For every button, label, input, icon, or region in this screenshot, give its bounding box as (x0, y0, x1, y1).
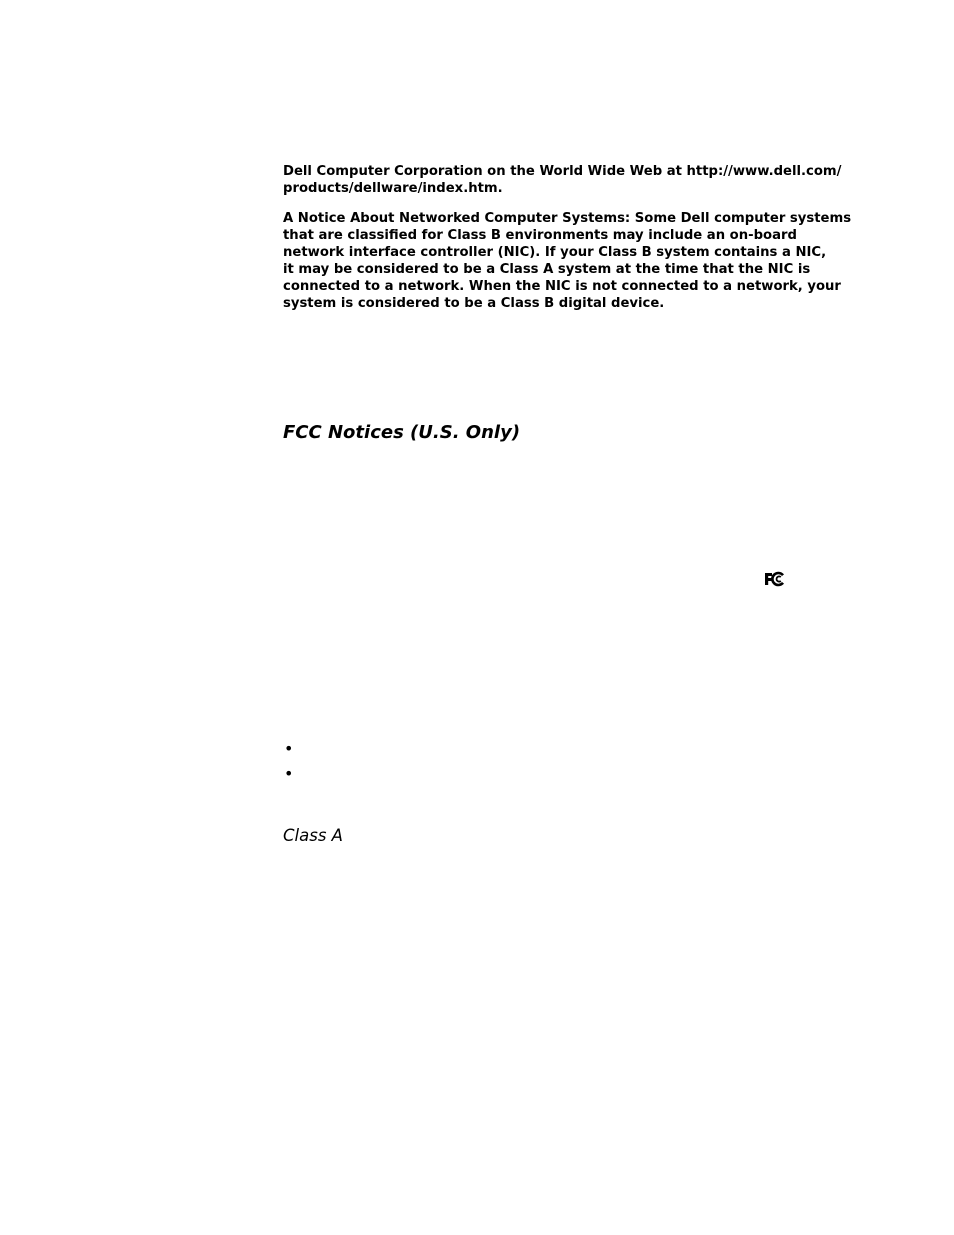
paragraph-line: system is considered to be a Class B digital device. (283, 296, 665, 311)
paragraph-line: it may be considered to be a Class A system at the time that the NIC is (283, 262, 811, 277)
section-heading: FCC Notices (U.S. Only) (283, 422, 521, 443)
class-a-subheading: Class A (283, 826, 343, 845)
paragraph-line: that are classified for Class B environments may include an on-board (283, 228, 797, 243)
paragraph-line: network interface controller (NIC). If your Class B system contains a NIC, (283, 245, 827, 260)
networked-systems-notice (283, 210, 852, 312)
list-bullet: • (284, 764, 294, 783)
list-bullet: • (284, 739, 294, 758)
dellware-url-paragraph (283, 163, 842, 197)
paragraph-line: A Notice About Networked Computer Systems: Some Dell computer systems (283, 211, 852, 226)
paragraph-line: Dell Computer Corporation on the World Wide Web at http://www.dell.com/ (283, 164, 842, 179)
paragraph-line: connected to a network. When the NIC is not connected to a network, your (283, 279, 841, 294)
paragraph-line: products/dellware/index.htm. (283, 181, 503, 196)
fcc-logo-icon (764, 571, 786, 587)
